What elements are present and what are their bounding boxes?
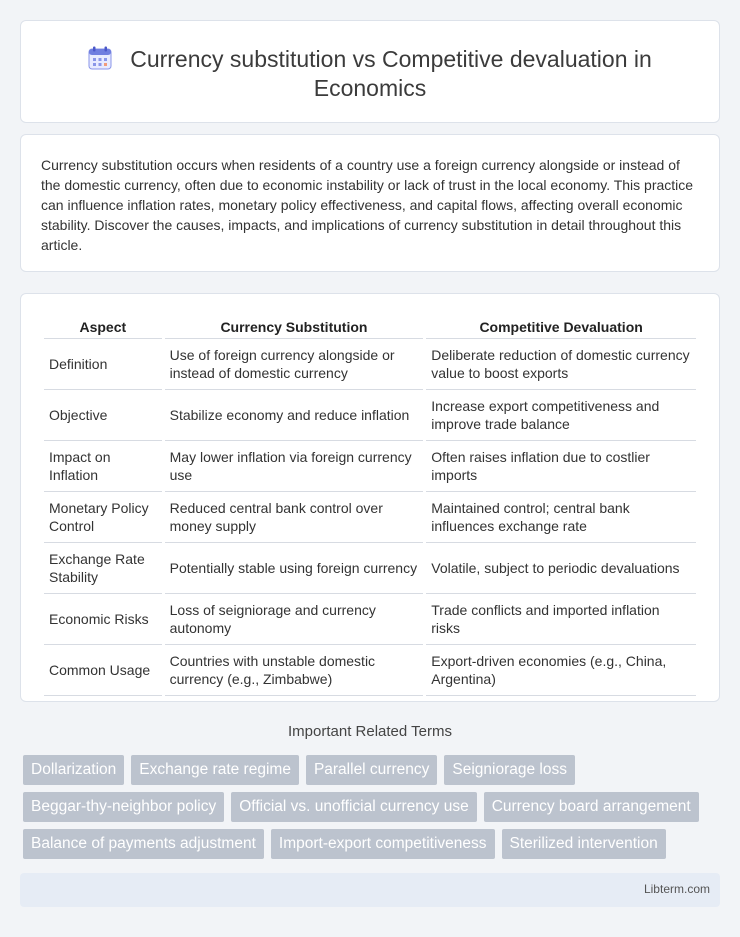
tag-exchange-rate-regime[interactable]: Exchange rate regime (131, 755, 299, 785)
table-row (44, 645, 696, 696)
row-substitution: May lower inflation via foreign currency use (165, 441, 424, 492)
table-row (44, 441, 696, 492)
row-substitution: Reduced central bank control over money supply (165, 492, 424, 543)
comparison-table (41, 315, 699, 696)
comparison-card (20, 293, 720, 702)
tag-official-vs-unofficial[interactable]: Official vs. unofficial currency use (231, 792, 476, 822)
row-aspect: Impact on Inflation (44, 441, 162, 492)
tag-row (23, 792, 723, 822)
row-devaluation: Volatile, subject to periodic devaluations (426, 543, 696, 594)
footer-site-link[interactable]: Libterm.com (643, 882, 710, 896)
row-aspect: Common Usage (44, 645, 162, 696)
related-terms-list (23, 755, 723, 866)
row-devaluation: Deliberate reduction of domestic currency value to boost exports (426, 339, 696, 390)
row-aspect: Definition (44, 339, 162, 390)
table-row (44, 390, 696, 441)
header-aspect: Aspect (44, 315, 162, 339)
row-devaluation: Trade conflicts and imported inflation risks (426, 594, 696, 645)
related-terms-title: Important Related Terms (288, 723, 452, 740)
title-line-2: Economics (313, 75, 427, 101)
title-card (20, 20, 720, 123)
tag-sterilized-intervention[interactable]: Sterilized intervention (502, 829, 666, 859)
tag-dollarization[interactable]: Dollarization (23, 755, 124, 785)
tag-parallel-currency[interactable]: Parallel currency (306, 755, 437, 785)
row-devaluation: Maintained control; central bank influences exchange rate (426, 492, 696, 543)
tag-row (23, 755, 723, 785)
table-row (44, 543, 696, 594)
title-line-1: Currency substitution vs Competitive devaluation in (130, 46, 652, 72)
row-devaluation: Export-driven economies (e.g., China, Argentina) (426, 645, 696, 696)
intro-text: Currency substitution occurs when residents of a country use a foreign currency alongside or instead of the domestic currency, often due to economic instability or lack of trust in the local economy. This practice can influence inflation rates, monetary policy effectiveness, and capital flows, affecting overall economic stability. Discover the causes, impacts, and implications of currency substitution in detail throughout this article. (41, 157, 694, 253)
table-row (44, 594, 696, 645)
row-aspect: Monetary Policy Control (44, 492, 162, 543)
row-substitution: Countries with unstable domestic currency (e.g., Zimbabwe) (165, 645, 424, 696)
tag-row (23, 829, 723, 859)
row-aspect: Objective (44, 390, 162, 441)
table-header-row (44, 315, 696, 339)
tag-balance-of-payments[interactable]: Balance of payments adjustment (23, 829, 264, 859)
tag-seigniorage-loss[interactable]: Seigniorage loss (444, 755, 575, 785)
row-substitution: Stabilize economy and reduce inflation (165, 390, 424, 441)
tag-import-export[interactable]: Import-export competitiveness (271, 829, 495, 859)
row-devaluation: Increase export competitiveness and improve trade balance (426, 390, 696, 441)
row-devaluation: Often raises inflation due to costlier imports (426, 441, 696, 492)
footer (20, 873, 720, 907)
row-aspect: Economic Risks (44, 594, 162, 645)
row-substitution: Potentially stable using foreign currency (165, 543, 424, 594)
calendar-icon (88, 46, 112, 70)
intro-card (20, 134, 720, 272)
row-aspect: Exchange Rate Stability (44, 543, 162, 594)
table-row (44, 339, 696, 390)
tag-beggar-thy-neighbor[interactable]: Beggar-thy-neighbor policy (23, 792, 224, 822)
table-row (44, 492, 696, 543)
header-currency-substitution: Currency Substitution (165, 315, 424, 339)
header-competitive-devaluation: Competitive Devaluation (426, 315, 696, 339)
row-substitution: Use of foreign currency alongside or instead of domestic currency (165, 339, 424, 390)
page-title (21, 45, 719, 103)
row-substitution: Loss of seigniorage and currency autonomy (165, 594, 424, 645)
tag-currency-board[interactable]: Currency board arrangement (484, 792, 699, 822)
